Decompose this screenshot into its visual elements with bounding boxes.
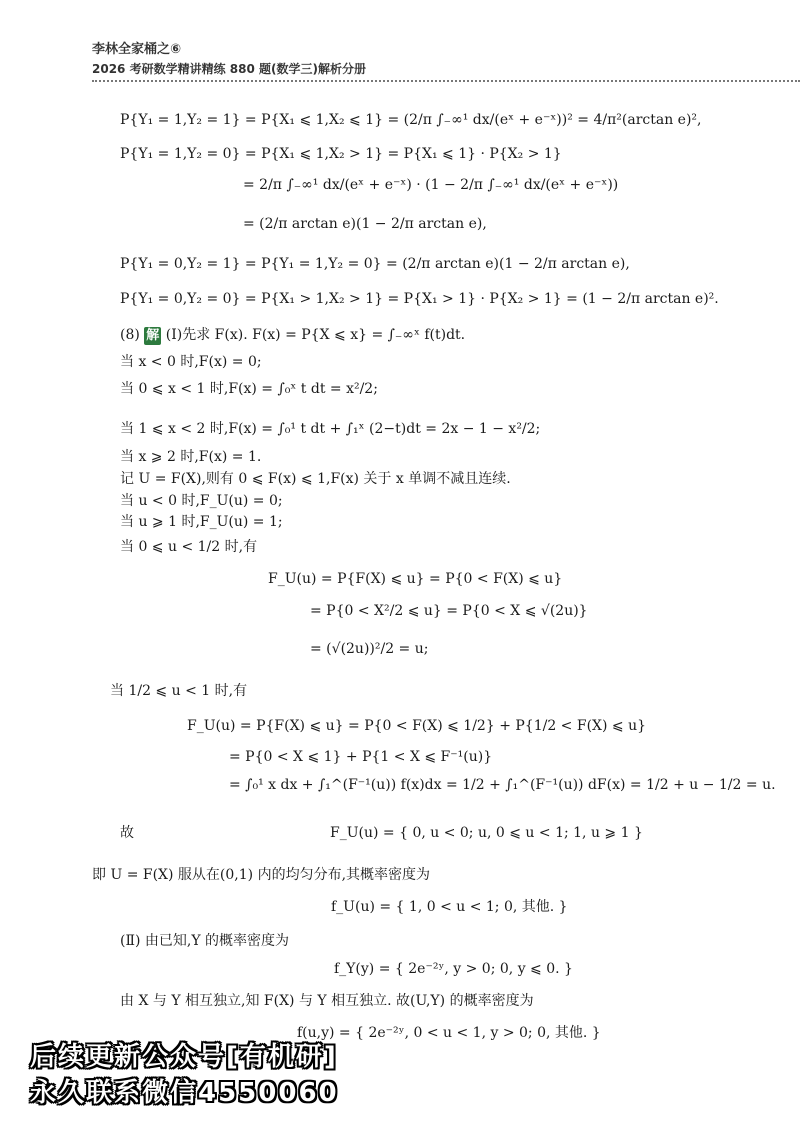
solution-badge: 解: [146, 328, 160, 343]
part-2-intro: (Ⅱ) 由已知,Y 的概率密度为: [120, 933, 290, 949]
eq-p-y1-0-y2-1: P{Y₁ = 0,Y₂ = 1} = P{Y₁ = 1,Y₂ = 0} = (2/π arctan e)(1 − 2/π arctan e),: [120, 256, 630, 272]
case-u-0-half: 当 0 ⩽ u < 1/2 时,有: [120, 539, 258, 555]
eq-p-y1-1-y2-1: P{Y₁ = 1,Y₂ = 1} = P{X₁ ⩽ 1,X₂ ⩽ 1} = (2/π ∫₋∞¹ dx/(eˣ + e⁻ˣ))² = 4/π²(arctan e)²,: [120, 112, 702, 128]
book-series-header: 李林全家桶之⑥: [92, 42, 182, 57]
solution-8-first-line: (Ⅰ)先求 F(x). F(x) = P{X ⩽ x} = ∫₋∞ˣ f(t)dt.: [165, 327, 466, 343]
case-x-lt-0: 当 x < 0 时,F(x) = 0;: [120, 354, 262, 370]
fu-derivation-2: = P{0 < X²/2 ⩽ u} = P{0 < X ⩽ √(2u)}: [310, 603, 588, 619]
eq-p-y1-1-y2-0: P{Y₁ = 1,Y₂ = 0} = P{X₁ ⩽ 1,X₂ > 1} = P{X₁ ⩽ 1} · P{X₂ > 1}: [120, 146, 562, 162]
eq-p-y1-1-y2-0-step1: = 2/π ∫₋∞¹ dx/(eˣ + e⁻ˣ) · (1 − 2/π ∫₋∞¹ dx/(eˣ + e⁻ˣ)): [243, 177, 619, 193]
book-title-header: 2026 考研数学精讲精练 880 题(数学三)解析分册: [92, 62, 366, 76]
conclusion-gu: 故: [120, 825, 134, 841]
solution-8-intro: [120, 326, 465, 345]
eq-p-y1-1-y2-0-step2: = (2/π arctan e)(1 − 2/π arctan e),: [243, 216, 487, 232]
fu-derivation-5: = P{0 < X ⩽ 1} + P{1 < X ⩽ F⁻¹(u)}: [229, 749, 493, 765]
fu-density: f_U(u) = { 1, 0 < u < 1; 0, 其他. }: [331, 899, 568, 915]
header-divider: [92, 80, 800, 82]
fu-derivation-1: F_U(u) = P{F(X) ⩽ u} = P{0 < F(X) ⩽ u}: [268, 571, 563, 587]
case-u-half-1: 当 1/2 ⩽ u < 1 时,有: [110, 683, 248, 699]
fu-derivation-3: = (√(2u))²/2 = u;: [310, 641, 429, 657]
fy-density: f_Y(y) = { 2e⁻²ʸ, y > 0; 0, y ⩽ 0. }: [334, 961, 573, 977]
case-u-ge-1: 当 u ⩾ 1 时,F_U(u) = 1;: [120, 514, 283, 530]
joint-density: f(u,y) = { 2e⁻²ʸ, 0 < u < 1, y > 0; 0, 其他. }: [297, 1025, 601, 1041]
case-x-0-1: 当 0 ⩽ x < 1 时,F(x) = ∫₀ˣ t dt = x²/2;: [120, 381, 378, 397]
case-u-lt-0: 当 u < 0 时,F_U(u) = 0;: [120, 493, 283, 509]
uniform-distribution-statement: 即 U = F(X) 服从在(0,1) 内的均匀分布,其概率密度为: [92, 867, 431, 883]
define-u: 记 U = F(X),则有 0 ⩽ F(x) ⩽ 1,F(x) 关于 x 单调不减且连续.: [120, 471, 511, 487]
problem-number: (8): [120, 327, 140, 343]
case-x-ge-2: 当 x ⩾ 2 时,F(x) = 1.: [120, 449, 262, 465]
independence-statement: 由 X 与 Y 相互独立,知 F(X) 与 Y 相互独立. 故(U,Y) 的概率密度为: [120, 993, 534, 1009]
eq-p-y1-0-y2-0: P{Y₁ = 0,Y₂ = 0} = P{X₁ > 1,X₂ > 1} = P{X₁ > 1} · P{X₂ > 1} = (1 − 2/π arctan e)².: [120, 291, 719, 307]
case-x-1-2: 当 1 ⩽ x < 2 时,F(x) = ∫₀¹ t dt + ∫₁ˣ (2−t)dt = 2x − 1 − x²/2;: [120, 421, 541, 437]
watermark-line-1: 后续更新公众号[有机研]: [30, 1042, 338, 1072]
fu-derivation-6: = ∫₀¹ x dx + ∫₁^(F⁻¹(u)) f(x)dx = 1/2 + ∫₁^(F⁻¹(u)) dF(x) = 1/2 + u − 1/2 = u.: [229, 777, 776, 793]
fu-piecewise: F_U(u) = { 0, u < 0; u, 0 ⩽ u < 1; 1, u ⩾ 1 }: [330, 825, 643, 841]
watermark-line-2: 永久联系微信4550060: [30, 1078, 339, 1108]
fu-derivation-4: F_U(u) = P{F(X) ⩽ u} = P{0 < F(X) ⩽ 1/2} + P{1/2 < F(X) ⩽ u}: [187, 718, 647, 734]
